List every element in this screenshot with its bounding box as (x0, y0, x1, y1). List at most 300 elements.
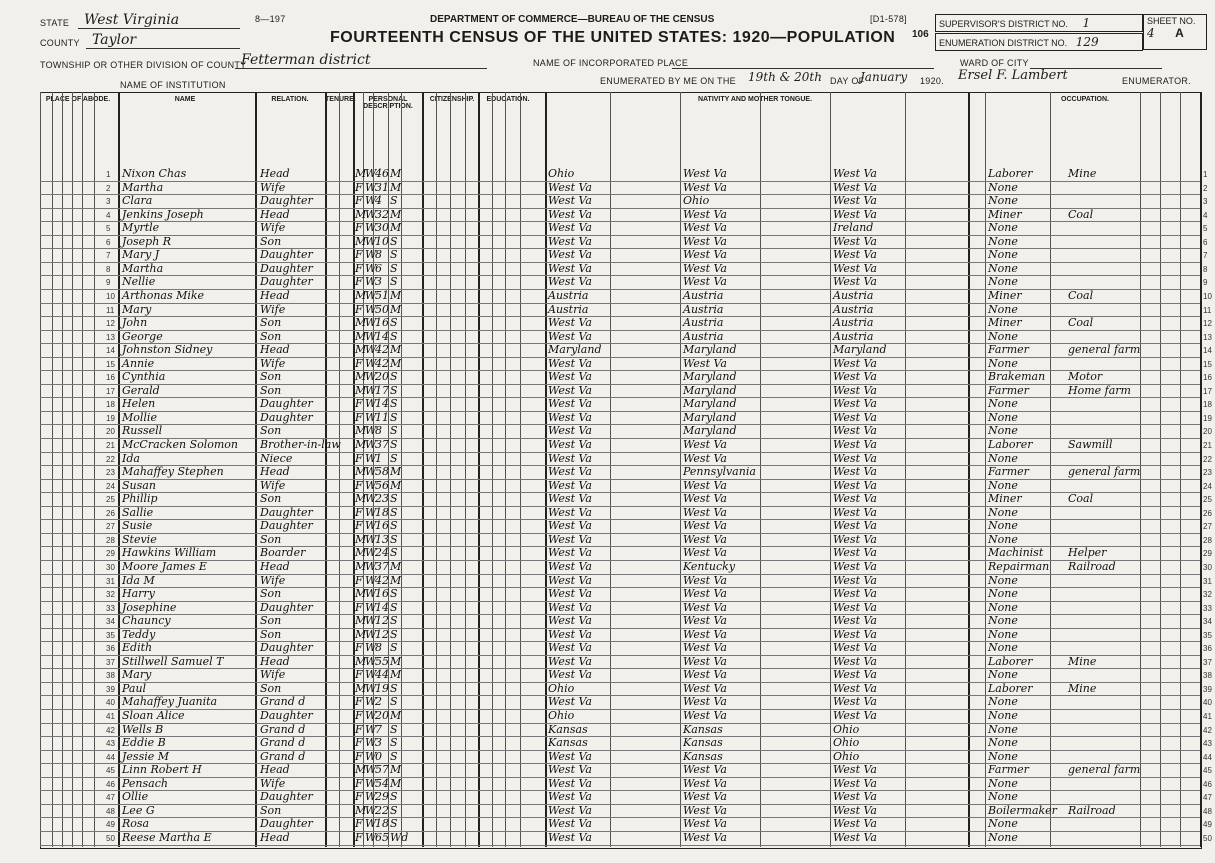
mother-birthplace-cell: West Va (833, 627, 877, 641)
sheet-number-box (1143, 14, 1207, 50)
birthplace-cell: West Va (548, 397, 592, 411)
age-cell: 11 (375, 410, 389, 424)
father-birthplace-cell: West Va (683, 532, 727, 546)
name-cell: Russell (122, 424, 163, 438)
race-cell: W (365, 438, 377, 451)
marital-cell: S (390, 790, 398, 804)
row-rule (40, 208, 1200, 209)
race-cell: W (365, 546, 377, 560)
birthplace-cell: West Va (548, 763, 592, 777)
line-number-right: 49 (1203, 820, 1212, 830)
occupation-cell: Farmer (988, 343, 1029, 357)
line-number: 20 (106, 427, 115, 437)
sex-cell: F (355, 641, 363, 655)
mother-birthplace-cell: West Va (833, 654, 877, 668)
mother-birthplace-cell: West Va (833, 180, 877, 194)
line-number-right: 27 (1203, 522, 1212, 532)
line-number-right: 16 (1203, 373, 1212, 383)
sex-cell: M (355, 614, 367, 628)
name-cell: Mary (122, 302, 152, 316)
father-birthplace-cell: West Va (683, 654, 727, 668)
race-cell: W (365, 180, 377, 194)
birthplace-cell: West Va (548, 587, 592, 601)
birthplace-cell: West Va (548, 559, 592, 573)
line-number: 30 (106, 562, 115, 572)
sex-cell: M (355, 329, 367, 343)
age-cell: 14 (375, 397, 389, 411)
column-divider (52, 92, 53, 847)
line-number-right: 23 (1203, 468, 1212, 478)
mother-birthplace-cell: Austria (833, 302, 874, 316)
name-cell: Martha (122, 180, 164, 194)
race-cell: W (365, 316, 377, 330)
line-number: 13 (106, 332, 115, 342)
mother-birthplace-cell: West Va (833, 410, 877, 424)
marital-cell: M (390, 221, 402, 235)
line-number: 6 (106, 237, 111, 247)
marital-cell: M (390, 559, 402, 573)
name-cell: Mahaffey Stephen (122, 465, 224, 479)
mother-birthplace-cell: West Va (833, 803, 877, 817)
age-cell: 31 (375, 180, 389, 194)
township-value: Fetterman district (235, 52, 487, 69)
race-cell: W (365, 167, 377, 180)
line-number: 49 (106, 820, 115, 830)
line-number-right: 47 (1203, 793, 1212, 803)
column-divider (450, 92, 451, 847)
birthplace-cell: West Va (548, 478, 592, 492)
line-number: 26 (106, 508, 115, 518)
line-number-right: 6 (1203, 237, 1208, 247)
name-cell: Josephine (122, 600, 177, 614)
relation-cell: Wife (260, 668, 286, 682)
age-cell: 2 (375, 695, 382, 709)
column-divider (680, 92, 681, 847)
birthplace-cell: West Va (548, 438, 592, 451)
line-number: 14 (106, 346, 115, 356)
name-cell: Stillwell Samuel T (122, 654, 224, 668)
industry-cell: Sawmill (1068, 438, 1113, 451)
age-cell: 22 (375, 803, 389, 817)
marital-cell: S (390, 641, 398, 655)
marital-cell: M (390, 343, 402, 357)
race-cell: W (365, 207, 377, 221)
row-rule (40, 736, 1200, 737)
race-cell: W (365, 681, 377, 695)
relation-cell: Wife (260, 478, 286, 492)
marital-cell: S (390, 248, 398, 262)
relation-cell: Daughter (260, 410, 313, 424)
race-cell: W (365, 288, 377, 302)
row-rule (40, 424, 1200, 425)
mother-birthplace-cell: West Va (833, 505, 877, 519)
line-number: 15 (106, 359, 115, 369)
birthplace-cell: West Va (548, 221, 592, 235)
occupation-cell: None (988, 790, 1018, 804)
name-cell: Chauncy (122, 614, 171, 628)
sheet-number-value: 4 (1147, 26, 1155, 40)
line-number-right: 12 (1203, 319, 1212, 329)
relation-cell: Daughter (260, 790, 313, 804)
mother-birthplace-cell: Austria (833, 329, 874, 343)
birthplace-cell: Ohio (548, 167, 575, 180)
name-cell: Mary J (122, 248, 160, 262)
row-rule (40, 330, 1200, 331)
race-cell: W (365, 830, 377, 844)
birthplace-cell: West Va (548, 234, 592, 248)
age-cell: 54 (375, 776, 389, 790)
row-rule (40, 723, 1200, 724)
column-divider (436, 92, 437, 847)
sex-cell: F (355, 600, 363, 614)
column-divider (545, 92, 547, 847)
race-cell: W (365, 709, 377, 722)
row-rule (40, 181, 1200, 182)
father-birthplace-cell: Kansas (683, 736, 723, 750)
sex-cell: F (355, 180, 363, 194)
birthplace-cell: West Va (548, 410, 592, 424)
mother-birthplace-cell: Ohio (833, 722, 860, 736)
race-cell: W (365, 641, 377, 655)
age-cell: 13 (375, 532, 389, 546)
line-number-right: 46 (1203, 779, 1212, 789)
line-number: 33 (106, 603, 115, 613)
birthplace-cell: West Va (548, 654, 592, 668)
father-birthplace-cell: West Va (683, 505, 727, 519)
name-cell: Susie (122, 519, 153, 533)
marital-cell: S (390, 505, 398, 519)
name-cell: Phillip (122, 492, 158, 506)
sex-cell: F (355, 776, 363, 790)
line-number: 29 (106, 549, 115, 559)
line-number-right: 40 (1203, 698, 1212, 708)
sex-cell: M (355, 316, 367, 330)
marital-cell: M (390, 709, 402, 722)
occupation-cell: Laborer (988, 167, 1033, 180)
sex-cell: F (355, 709, 363, 722)
race-cell: W (365, 776, 377, 790)
marital-cell: S (390, 329, 398, 343)
marital-cell: S (390, 722, 398, 736)
line-number-right: 37 (1203, 657, 1212, 667)
mother-birthplace-cell: West Va (833, 438, 877, 451)
age-cell: 20 (375, 370, 389, 384)
row-rule (40, 492, 1200, 493)
father-birthplace-cell: Ohio (683, 194, 710, 208)
line-number: 50 (106, 833, 115, 843)
age-cell: 16 (375, 519, 389, 533)
column-divider (465, 92, 466, 847)
relation-cell: Son (260, 234, 282, 248)
relation-cell: Grand d (260, 736, 306, 750)
line-number: 23 (106, 468, 115, 478)
institution-label: NAME OF INSTITUTION (120, 80, 226, 90)
race-cell: W (365, 668, 377, 682)
marital-cell: S (390, 451, 398, 465)
birthplace-cell: West Va (548, 776, 592, 790)
father-birthplace-cell: Maryland (683, 343, 737, 357)
line-number-right: 3 (1203, 197, 1208, 207)
column-divider (492, 92, 493, 847)
column-divider (905, 92, 906, 847)
occupation-cell: None (988, 234, 1018, 248)
marital-cell: M (390, 654, 402, 668)
name-cell: Linn Robert H (122, 763, 202, 777)
relation-cell: Daughter (260, 505, 313, 519)
relation-cell: Daughter (260, 397, 313, 411)
age-cell: 14 (375, 329, 389, 343)
column-divider (339, 92, 340, 847)
industry-cell: Motor (1068, 370, 1103, 384)
father-birthplace-cell: West Va (683, 709, 727, 722)
relation-cell: Head (260, 465, 290, 479)
age-cell: 3 (375, 275, 382, 289)
row-rule (40, 289, 1200, 290)
father-birthplace-cell: West Va (683, 668, 727, 682)
age-cell: 50 (375, 302, 389, 316)
marital-cell: M (390, 668, 402, 682)
line-number: 43 (106, 739, 115, 749)
enumerator-label: ENUMERATOR. (1122, 76, 1191, 86)
age-cell: 0 (375, 749, 382, 763)
occupation-cell: None (988, 709, 1018, 722)
state-value: West Virginia (78, 12, 240, 29)
race-cell: W (365, 397, 377, 411)
father-birthplace-cell: West Va (683, 180, 727, 194)
marital-cell: S (390, 397, 398, 411)
birthplace-cell: West Va (548, 532, 592, 546)
industry-cell: Coal (1068, 492, 1094, 506)
group-tenure: TENURE. (325, 96, 356, 103)
marital-cell: M (390, 180, 402, 194)
occupation-cell: Laborer (988, 438, 1033, 451)
line-number-right: 28 (1203, 535, 1212, 545)
relation-cell: Head (260, 167, 290, 180)
father-birthplace-cell: West Va (683, 261, 727, 275)
race-cell: W (365, 559, 377, 573)
occupation-cell: None (988, 668, 1018, 682)
incorporated-place-value (672, 58, 934, 69)
relation-cell: Son (260, 383, 282, 397)
father-birthplace-cell: West Va (683, 167, 727, 180)
mother-birthplace-cell: West Va (833, 776, 877, 790)
father-birthplace-cell: Austria (683, 288, 724, 302)
occupation-cell: None (988, 180, 1018, 194)
birthplace-cell: West Va (548, 180, 592, 194)
row-rule (40, 777, 1200, 778)
line-number: 21 (106, 441, 115, 450)
race-cell: W (365, 736, 377, 750)
name-cell: Pensach (122, 776, 168, 790)
age-cell: 32 (375, 207, 389, 221)
relation-cell: Wife (260, 776, 286, 790)
mother-birthplace-cell: West Va (833, 275, 877, 289)
occupation-cell: Brakeman (988, 370, 1046, 384)
marital-cell: S (390, 234, 398, 248)
mother-birthplace-cell: West Va (833, 695, 877, 709)
race-cell: W (365, 451, 377, 465)
relation-cell: Daughter (260, 248, 313, 262)
sex-cell: F (355, 221, 363, 235)
father-birthplace-cell: Maryland (683, 397, 737, 411)
sheet-number-label: SHEET NO. (1147, 16, 1196, 26)
marital-cell: S (390, 817, 398, 831)
race-cell: W (365, 790, 377, 804)
marital-cell: M (390, 302, 402, 316)
sex-cell: F (355, 302, 363, 316)
sex-cell: M (355, 532, 367, 546)
age-cell: 12 (375, 614, 389, 628)
enumerator-name: Ersel F. Lambert (958, 68, 1068, 83)
line-number-right: 35 (1203, 630, 1212, 640)
line-number: 2 (106, 183, 111, 193)
row-rule (40, 533, 1200, 534)
relation-cell: Son (260, 627, 282, 641)
mother-birthplace-cell: West Va (833, 167, 877, 180)
occupation-cell: None (988, 519, 1018, 533)
line-number-right: 15 (1203, 359, 1212, 369)
ward-label: WARD OF CITY (960, 58, 1029, 68)
name-cell: Harry (122, 587, 155, 601)
mother-birthplace-cell: West Va (833, 261, 877, 275)
occupation-cell: Farmer (988, 465, 1029, 479)
mother-birthplace-cell: West Va (833, 492, 877, 506)
occupation-cell: None (988, 275, 1018, 289)
column-divider (830, 92, 831, 847)
race-cell: W (365, 424, 377, 438)
marital-cell: M (390, 776, 402, 790)
birthplace-cell: Austria (548, 288, 589, 302)
row-rule (40, 614, 1200, 615)
row-rule (40, 221, 1200, 222)
line-number: 9 (106, 278, 111, 288)
name-cell: Hawkins William (122, 546, 217, 560)
occupation-cell: Miner (988, 288, 1022, 302)
father-birthplace-cell: West Va (683, 519, 727, 533)
father-birthplace-cell: Maryland (683, 370, 737, 384)
age-cell: 10 (375, 234, 389, 248)
relation-cell: Son (260, 803, 282, 817)
name-cell: Joseph R (122, 234, 172, 248)
marital-cell: S (390, 546, 398, 560)
marital-cell: S (390, 614, 398, 628)
occupation-cell: None (988, 749, 1018, 763)
department-title: DEPARTMENT OF COMMERCE—BUREAU OF THE CENSUS (430, 14, 715, 25)
name-cell: Myrtle (122, 221, 160, 235)
line-number: 31 (106, 576, 115, 586)
occupation-cell: None (988, 830, 1018, 844)
line-number-right: 44 (1203, 752, 1212, 762)
line-number: 22 (106, 454, 115, 464)
column-divider (1050, 92, 1051, 847)
line-number: 39 (106, 684, 115, 694)
race-cell: W (365, 234, 377, 248)
column-divider (1160, 92, 1161, 847)
occupation-cell: Boilermaker (988, 803, 1057, 817)
race-cell: W (365, 722, 377, 736)
race-cell: W (365, 695, 377, 709)
sex-cell: F (355, 478, 363, 492)
father-birthplace-cell: West Va (683, 790, 727, 804)
race-cell: W (365, 329, 377, 343)
sex-cell: F (355, 830, 363, 844)
relation-cell: Head (260, 830, 290, 844)
birthplace-cell: Ohio (548, 709, 575, 722)
line-number-right: 1 (1203, 170, 1208, 179)
occupation-cell: Machinist (988, 546, 1044, 560)
father-birthplace-cell: West Va (683, 356, 727, 370)
line-number-right: 42 (1203, 725, 1212, 735)
occupation-cell: Laborer (988, 654, 1033, 668)
sex-cell: M (355, 383, 367, 397)
enumeration-year: 1920. (920, 76, 945, 86)
father-birthplace-cell: Kansas (683, 722, 723, 736)
name-cell: Nellie (122, 275, 156, 289)
township-label: TOWNSHIP OR OTHER DIVISION OF COUNTY (40, 60, 247, 70)
line-number-right: 45 (1203, 766, 1212, 776)
industry-cell: Mine (1068, 167, 1097, 180)
relation-cell: Wife (260, 356, 286, 370)
occupation-cell: None (988, 573, 1018, 587)
relation-cell: Grand d (260, 695, 306, 709)
group-citizenship: CITIZENSHIP. (429, 96, 475, 103)
mother-birthplace-cell: West Va (833, 681, 877, 695)
race-cell: W (365, 261, 377, 275)
column-divider (478, 92, 480, 847)
birthplace-cell: West Va (548, 248, 592, 262)
sex-cell: M (355, 681, 367, 695)
race-cell: W (365, 749, 377, 763)
line-number-right: 29 (1203, 549, 1212, 559)
column-divider (505, 92, 506, 847)
marital-cell: S (390, 587, 398, 601)
name-cell: Reese Martha E (122, 830, 212, 844)
birthplace-cell: West Va (548, 465, 592, 479)
relation-cell: Grand d (260, 749, 306, 763)
name-cell: Johnston Sidney (122, 343, 213, 357)
line-number: 10 (106, 291, 115, 301)
sex-cell: F (355, 451, 363, 465)
column-divider (62, 92, 63, 847)
name-cell: Sloan Alice (122, 709, 185, 722)
race-cell: W (365, 465, 377, 479)
county-value: Taylor (86, 32, 240, 49)
industry-cell: Coal (1068, 316, 1094, 330)
relation-cell: Son (260, 424, 282, 438)
age-cell: 18 (375, 505, 389, 519)
marital-cell: S (390, 695, 398, 709)
occupation-cell: None (988, 695, 1018, 709)
line-number-right: 5 (1203, 224, 1208, 234)
relation-cell: Son (260, 316, 282, 330)
birthplace-cell: Austria (548, 302, 589, 316)
enumeration-month: January (860, 70, 908, 84)
father-birthplace-cell: West Va (683, 803, 727, 817)
age-cell: 65 (375, 830, 389, 844)
marital-cell: S (390, 370, 398, 384)
birthplace-cell: West Va (548, 207, 592, 221)
line-number-right: 31 (1203, 576, 1212, 586)
father-birthplace-cell: West Va (683, 817, 727, 831)
marital-cell: M (390, 465, 402, 479)
line-number: 1 (106, 170, 111, 179)
father-birthplace-cell: Maryland (683, 410, 737, 424)
row-rule (40, 479, 1200, 480)
line-number-right: 50 (1203, 833, 1212, 843)
race-cell: W (365, 519, 377, 533)
sex-cell: M (355, 343, 367, 357)
relation-cell: Daughter (260, 817, 313, 831)
